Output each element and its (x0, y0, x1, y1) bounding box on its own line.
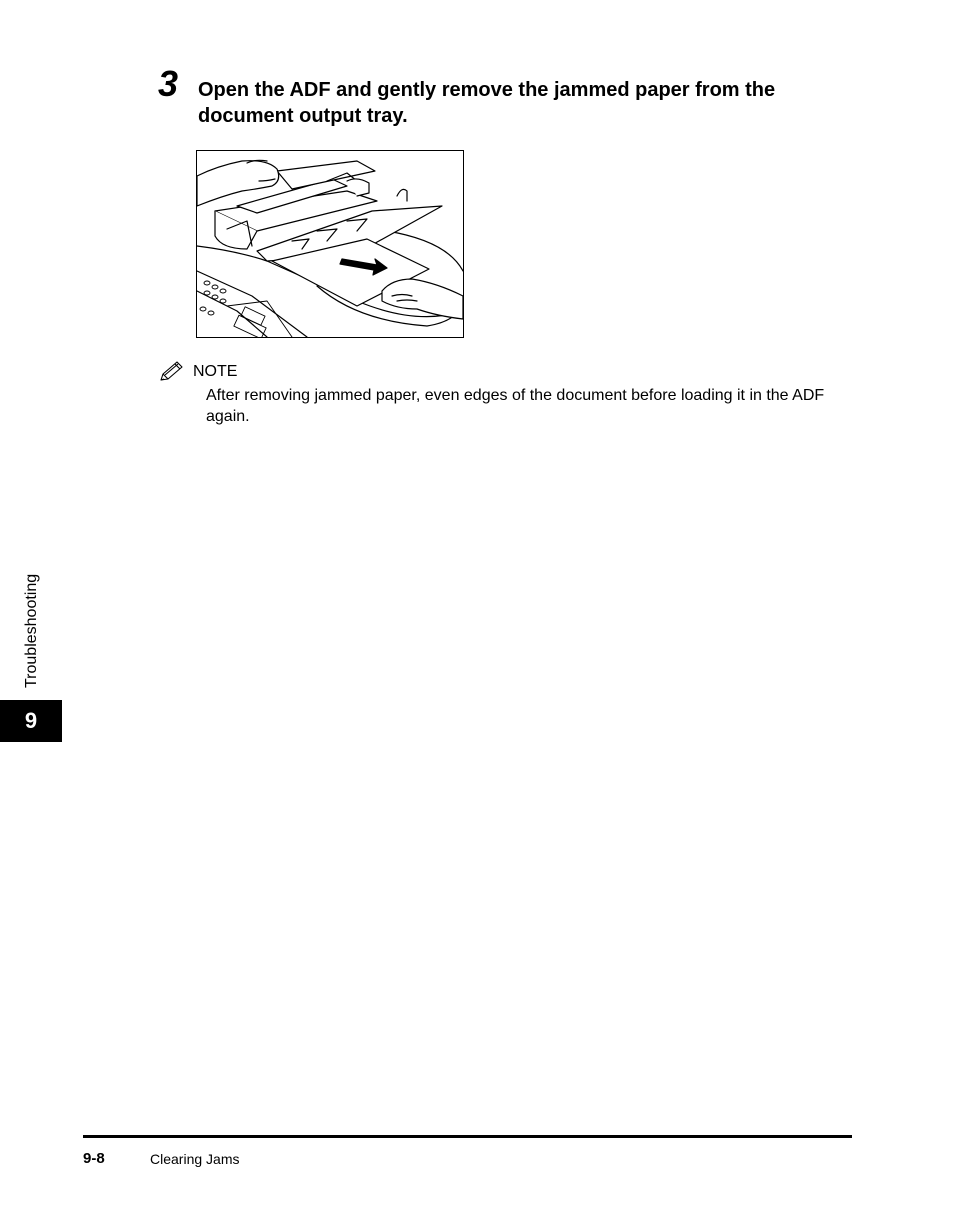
note-text: After removing jammed paper, even edges of the document before loading it in the ADF again. (206, 387, 825, 425)
step-number: 3 (158, 63, 179, 104)
chapter-number-tab: 9 (0, 700, 62, 742)
footer-divider (83, 1135, 852, 1138)
note-label: NOTE (193, 363, 238, 380)
page-number: 9-8 (83, 1150, 105, 1167)
section-title: Clearing Jams (150, 1151, 240, 1167)
adf-illustration (196, 150, 464, 338)
step-instruction: Open the ADF and gently remove the jammed paper from the document output tray. (198, 79, 776, 127)
pencil-icon (158, 360, 186, 384)
chapter-side-label: Troubleshooting (23, 573, 40, 688)
